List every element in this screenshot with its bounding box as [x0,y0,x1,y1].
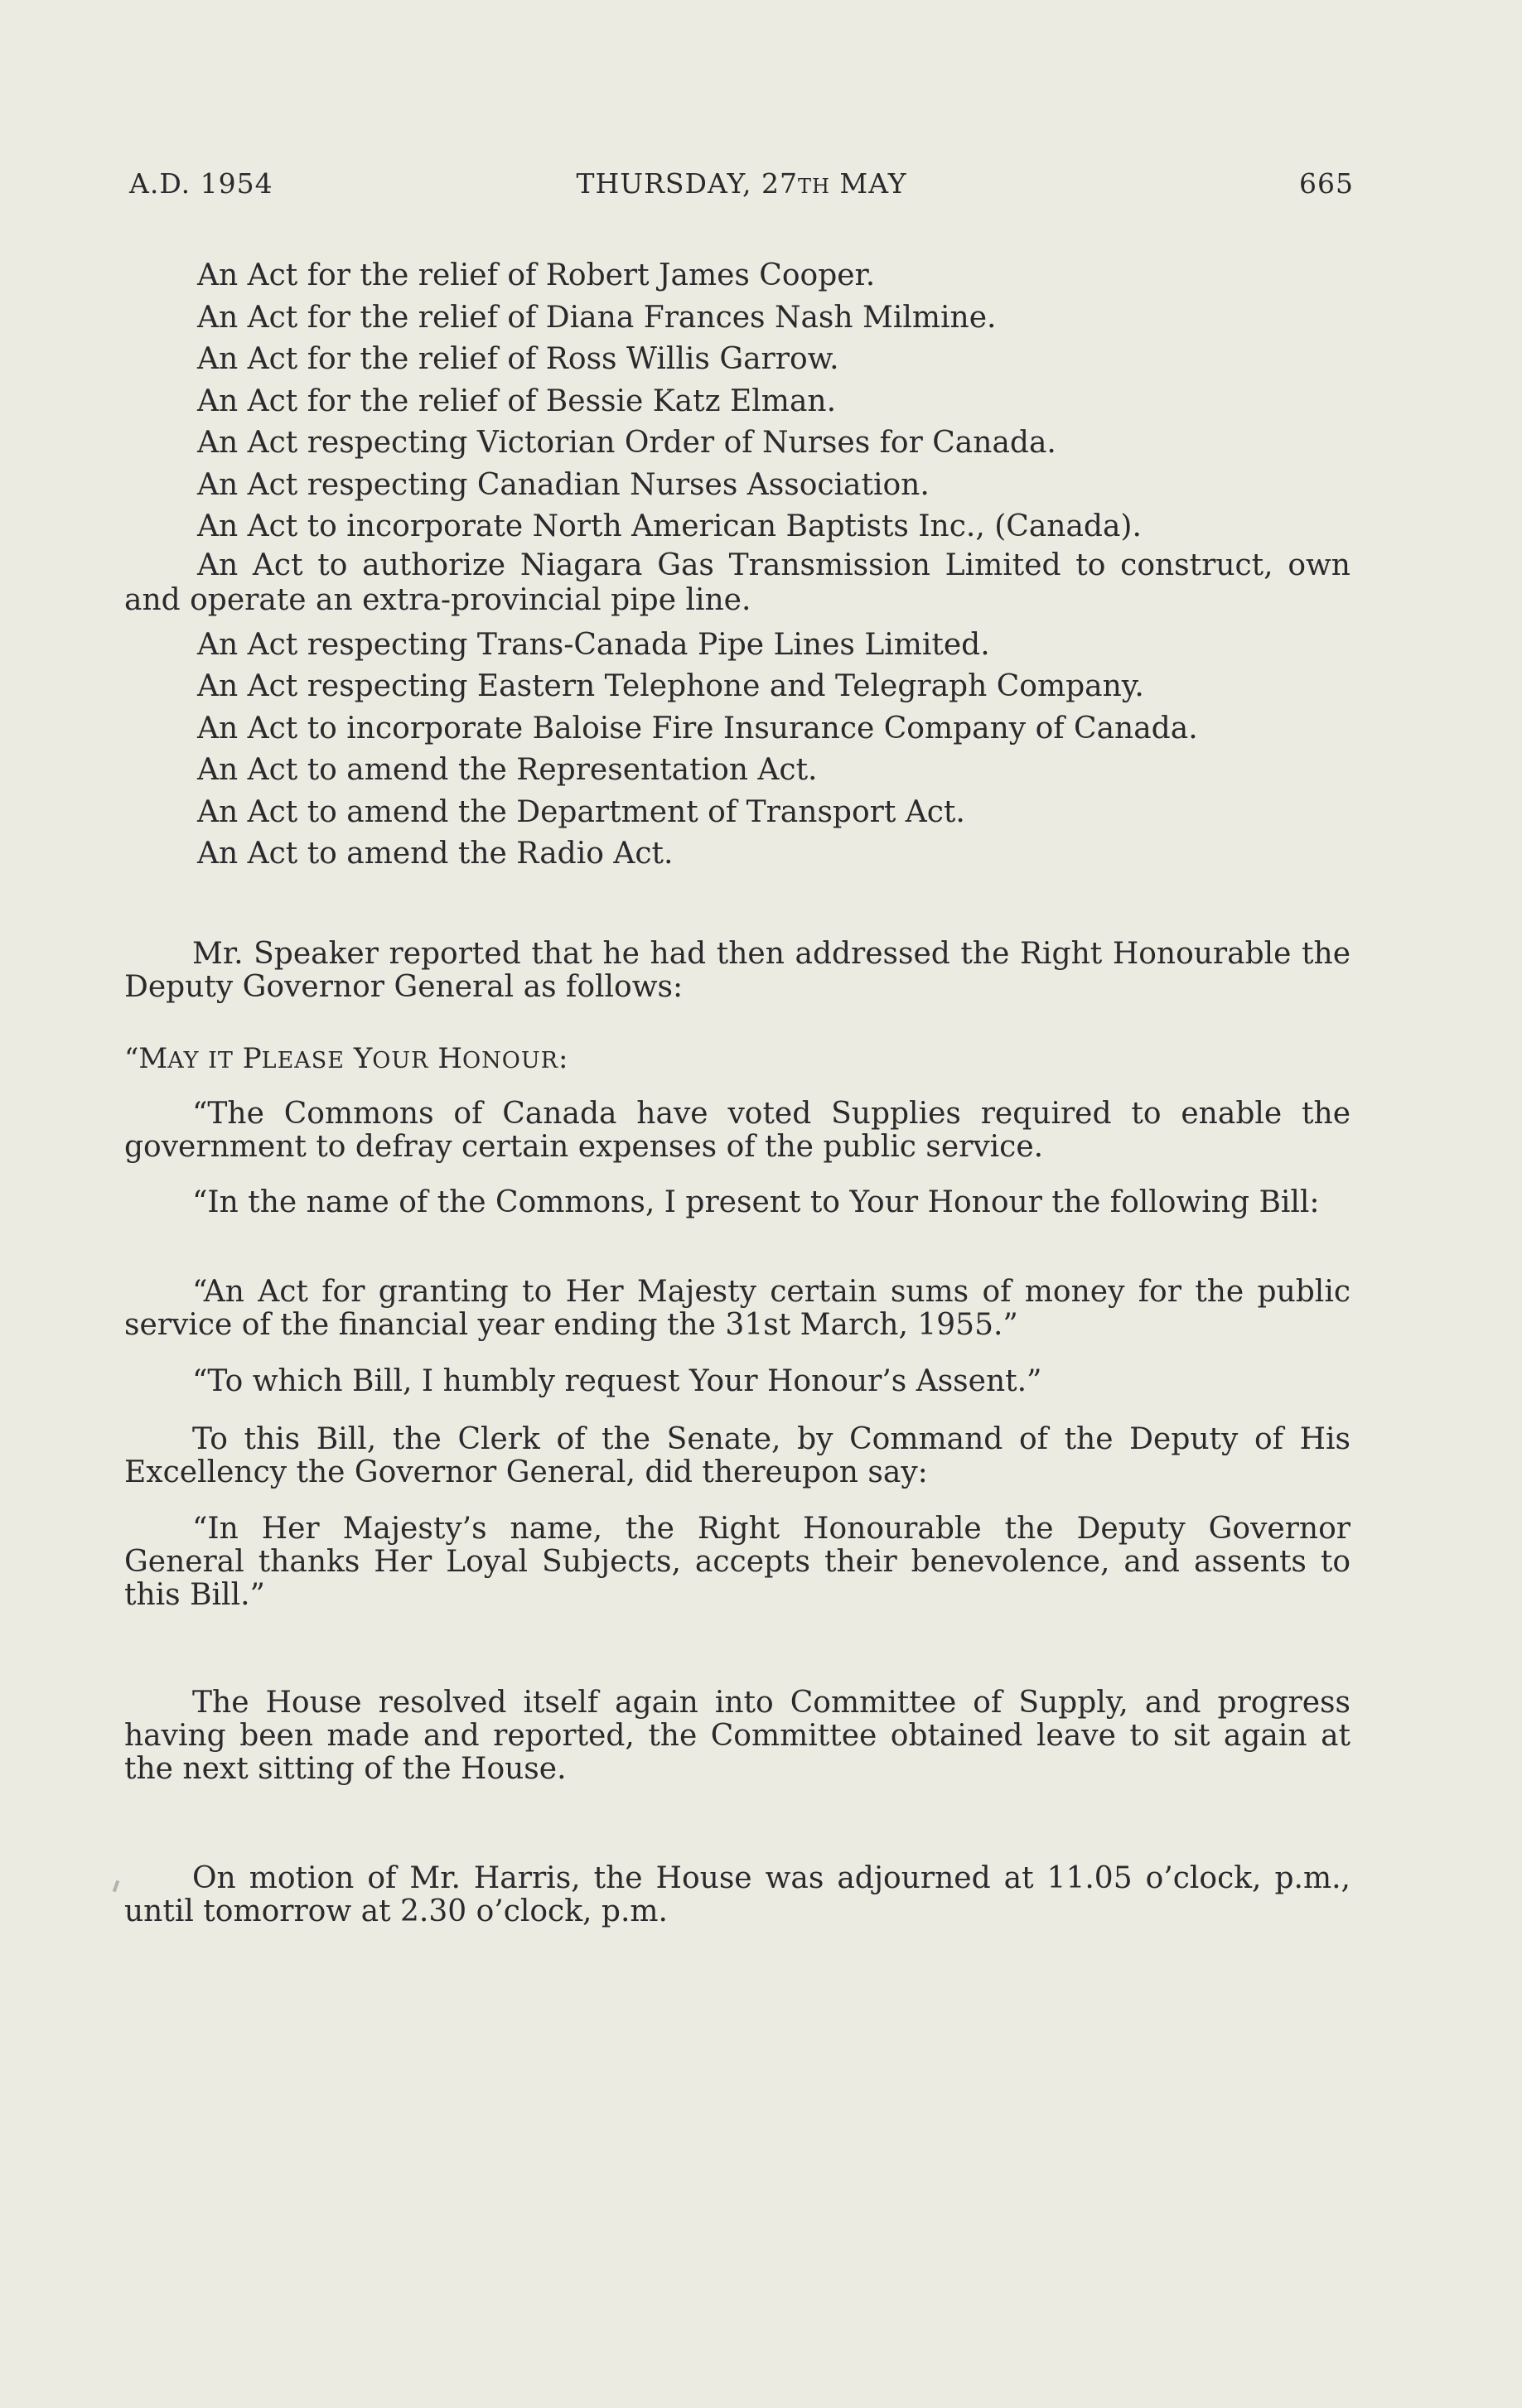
address-paragraph: “The Commons of Canada have voted Supplies required to enable the government to defray certain expenses of the public service. [124,1097,1350,1164]
ink-mark [113,1880,120,1893]
adjournment-paragraph: On motion of Mr. Harris, the House was adjourned at 11.05 o’clock, p.m., until tomorrow at 2.30 o’clock, p.m. [124,1861,1350,1928]
salutation-w2: IT [208,1048,234,1074]
salutation-w5-rest: ONOUR [461,1048,558,1074]
act-item: An Act to incorporate Baloise Fire Insurance Company of Canada. [197,711,1198,746]
address-paragraph: “In the name of the Commons, I present to Your Honour the following Bill: [192,1185,1320,1219]
header-year: A.D. 1954 [129,167,273,200]
salutation-w5-cap: H [437,1042,462,1075]
salutation-w3-cap: P [242,1042,262,1075]
address-paragraph: “To which Bill, I humbly request Your Honour’s Assent.” [192,1364,1042,1398]
salutation-colon: : [558,1042,568,1075]
committee-paragraph: The House resolved itself again into Committee of Supply, and progress having been made and reported, the Committee obtained leave to sit again at the next sitting of the House. [124,1686,1350,1786]
act-item: An Act for the relief of Diana Frances Nash Milmine. [197,300,997,335]
address-salutation [124,1042,1350,1078]
address-paragraph: To this Bill, the Clerk of the Senate, by Command of the Deputy of His Excellency the Governor General, did thereupon say: [124,1422,1350,1489]
salutation-w4-cap: Y [353,1042,373,1075]
act-item: An Act to amend the Radio Act. [197,837,674,871]
salutation-quote: “ [124,1042,139,1075]
act-item: An Act for the relief of Bessie Katz Elman. [197,384,837,418]
act-item: An Act to incorporate North American Baptists Inc., (Canada). [197,509,1142,543]
speaker-report-paragraph: Mr. Speaker reported that he had then addressed the Right Honourable the Deputy Governor General as follows: [124,937,1350,1004]
act-item: An Act respecting Canadian Nurses Association. [197,467,930,502]
address-paragraph: “An Act for granting to Her Majesty certain sums of money for the public service of the financial year ending the 31st March, 1955.” [124,1275,1350,1342]
act-item: An Act respecting Trans-Canada Pipe Lines Limited. [197,627,990,662]
act-item: An Act for the relief of Ross Willis Garrow. [197,342,839,376]
running-header [129,166,1354,202]
act-item: An Act to amend the Representation Act. [197,753,818,787]
header-date [129,166,1354,205]
header-date-main: THURSDAY, 27 [576,167,798,200]
salutation-w1-rest: AY [167,1048,200,1074]
act-item: An Act respecting Eastern Telephone and Telegraph Company. [197,669,1144,703]
salutation-w4-rest: OUR [372,1048,429,1074]
salutation-w1-cap: M [138,1042,168,1075]
page-number: 665 [1299,167,1354,200]
act-item: An Act to amend the Department of Transport Act. [197,794,965,829]
header-date-suffix: TH [798,175,830,198]
acts-list [124,255,1350,876]
header-date-month: MAY [829,167,907,200]
salutation-w3-rest: LEASE [261,1048,345,1074]
act-item: An Act for the relief of Robert James Cooper. [197,258,876,292]
act-item: An Act to authorize Niagara Gas Transmission Limited to construct, own and operate an extra-provincial pipe line. [124,548,1350,617]
address-paragraph: “In Her Majesty’s name, the Right Honourable the Deputy Governor General thanks Her Loyal Subjects, accepts their benevolence, and assents to this Bill.” [124,1512,1350,1612]
act-item: An Act respecting Victorian Order of Nurses for Canada. [197,426,1056,460]
